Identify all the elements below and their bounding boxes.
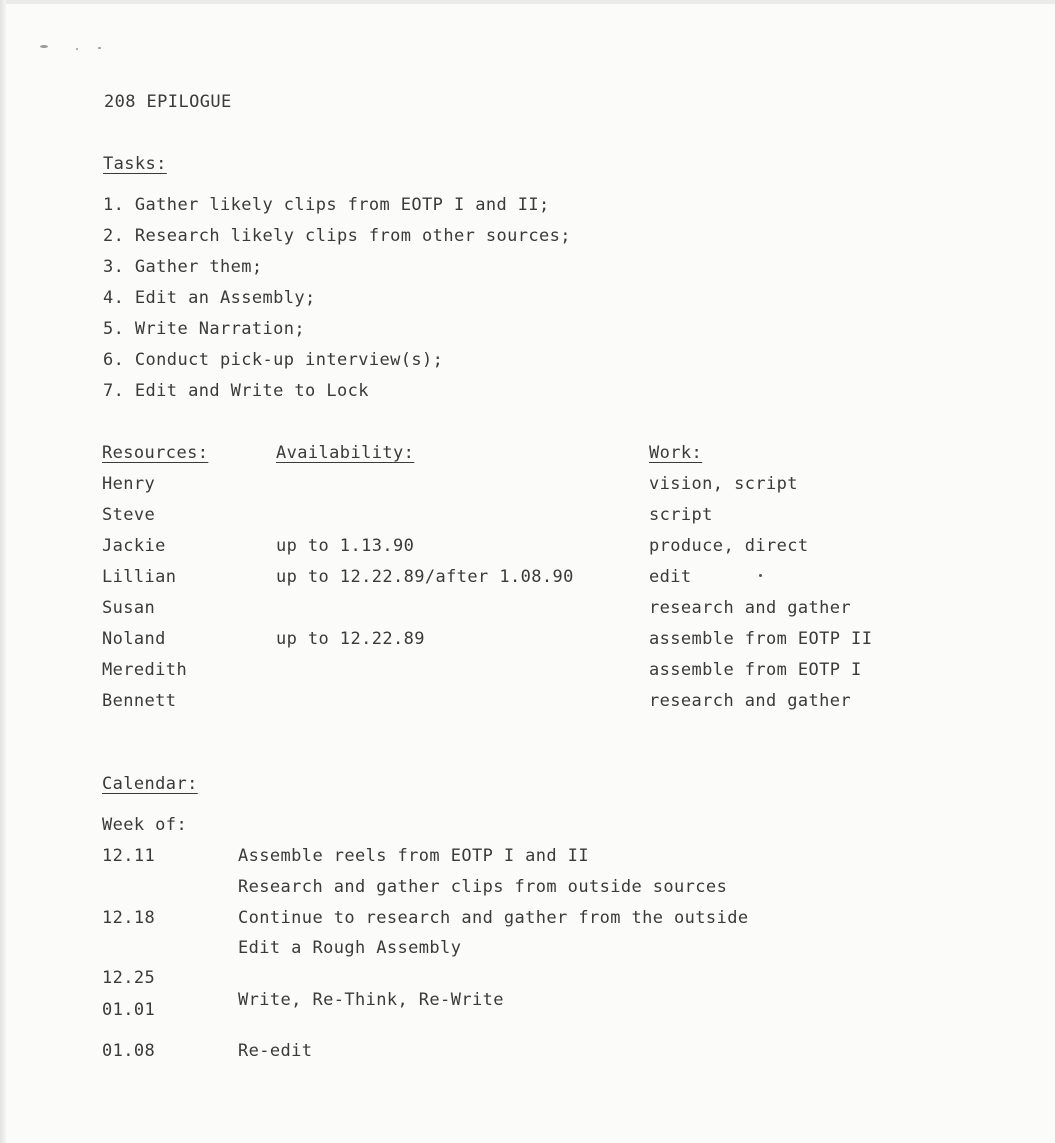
calendar-week: 12.18 (102, 908, 156, 928)
resource-work: produce, direct (649, 536, 809, 556)
resource-name: Meredith (102, 660, 188, 680)
tasks-label: Tasks: (103, 154, 167, 174)
resource-work: script (649, 505, 713, 525)
paper-speck (759, 574, 762, 577)
resource-work: research and gather (649, 691, 852, 711)
resource-name: Steve (102, 505, 156, 525)
paper-speck (40, 45, 48, 48)
page-top-edge (0, 0, 1055, 4)
resource-name: Henry (102, 474, 156, 494)
calendar-entry-line: Write, Re-Think, Re-Write (238, 990, 504, 1010)
resource-work: research and gather (649, 598, 852, 618)
task-item: 2. Research likely clips from other sources; (103, 226, 571, 246)
calendar-entry-line: Re-edit (238, 1041, 313, 1061)
page-title: 208 EPILOGUE (104, 92, 232, 112)
calendar-entry-line: Edit a Rough Assembly (238, 938, 462, 958)
resource-name: Jackie (102, 536, 166, 556)
work-header: Work: (649, 443, 703, 463)
resource-name: Susan (102, 598, 156, 618)
task-item: 5. Write Narration; (103, 319, 306, 339)
calendar-entry-line: Research and gather clips from outside sources (238, 877, 728, 897)
week-of-label: Week of: (102, 815, 188, 835)
task-item: 4. Edit an Assembly; (103, 288, 316, 308)
task-item: 7. Edit and Write to Lock (103, 381, 369, 401)
calendar-week: 12.25 (102, 968, 156, 988)
resources-header: Resources: (102, 443, 209, 463)
resource-availability: up to 1.13.90 (276, 536, 415, 556)
resource-name: Bennett (102, 691, 177, 711)
calendar-entry-line: Assemble reels from EOTP I and II (238, 846, 589, 866)
resource-work: assemble from EOTP II (649, 629, 873, 649)
page-left-edge (0, 0, 6, 1143)
resource-work: vision, script (649, 474, 798, 494)
paper-speck (76, 48, 78, 50)
calendar-entry-line: Continue to research and gather from the outside (238, 908, 749, 928)
resource-name: Noland (102, 629, 166, 649)
resource-work: assemble from EOTP I (649, 660, 862, 680)
availability-header: Availability: (276, 443, 415, 463)
task-item: 6. Conduct pick-up interview(s); (103, 350, 444, 370)
resource-name: Lillian (102, 567, 177, 587)
resource-work: edit (649, 567, 692, 587)
calendar-week: 01.08 (102, 1041, 156, 1061)
calendar-week: 12.11 (102, 846, 156, 866)
task-item: 1. Gather likely clips from EOTP I and II; (103, 195, 550, 215)
task-item: 3. Gather them; (103, 257, 263, 277)
paper-speck (98, 47, 101, 49)
resource-availability: up to 12.22.89/after 1.08.90 (276, 567, 574, 587)
resource-availability: up to 12.22.89 (276, 629, 425, 649)
calendar-week: 01.01 (102, 1000, 156, 1020)
calendar-label: Calendar: (102, 774, 198, 794)
